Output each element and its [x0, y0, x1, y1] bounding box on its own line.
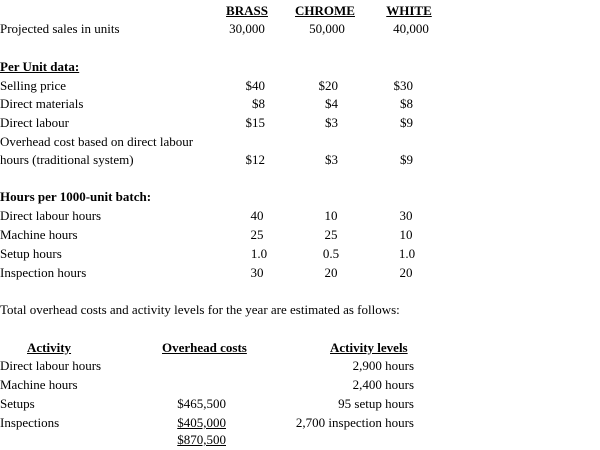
hours-label: Setup hours [0, 246, 62, 261]
activity-cost: $465,500 [177, 396, 226, 411]
per-unit-white: $30 [393, 78, 413, 93]
hours-white: 30 [399, 208, 413, 223]
per-unit-white: $9 [400, 115, 413, 130]
header-chrome: CHROME [295, 3, 355, 18]
hours-chrome: 20 [324, 265, 338, 280]
header-white: WHITE [386, 3, 432, 18]
activity-level: 2,900 hours [352, 358, 414, 373]
hours-chrome: 25 [324, 227, 338, 242]
hours-label: Machine hours [0, 227, 78, 242]
projected-sales-label: Projected sales in units [0, 21, 120, 36]
overhead-chrome: $3 [325, 152, 338, 167]
overhead-label-line2: hours (traditional system) [0, 152, 134, 167]
activity-level: 95 setup hours [338, 396, 414, 411]
col-activity-header: Activity [27, 340, 72, 355]
hours-white: 10 [399, 227, 413, 242]
per-unit-label: Selling price [0, 78, 67, 93]
hours-brass: 30 [250, 265, 264, 280]
overhead-label-line1: Overhead cost based on direct labour [0, 134, 194, 149]
overhead-white: $9 [400, 152, 413, 167]
hours-label: Inspection hours [0, 265, 87, 280]
header-brass: BRASS [226, 3, 268, 18]
activity-level: 2,700 inspection hours [295, 415, 414, 430]
hours-title: Hours per 1000-unit batch: [0, 189, 152, 204]
activity-name: Setups [0, 396, 35, 411]
hours-white: 20 [399, 265, 413, 280]
col-levels-header: Activity levels [330, 340, 408, 355]
activity-level: 2,400 hours [352, 377, 414, 392]
projected-sales-brass: 30,000 [229, 21, 265, 36]
per-unit-chrome: $3 [325, 115, 338, 130]
hours-brass: 1.0 [250, 246, 268, 261]
per-unit-title: Per Unit data: [0, 59, 80, 74]
per-unit-brass: $40 [245, 78, 265, 93]
activity-cost: $405,000 [177, 415, 226, 430]
per-unit-brass: $8 [252, 96, 265, 111]
per-unit-label: Direct materials [0, 96, 84, 111]
per-unit-chrome: $20 [318, 78, 338, 93]
projected-sales-white: 40,000 [393, 21, 429, 36]
intro-text: Total overhead costs and activity levels for the year are estimated as follows: [0, 302, 400, 317]
activity-name: Machine hours [0, 377, 78, 392]
per-unit-label: Direct labour [0, 115, 69, 130]
hours-brass: 40 [250, 208, 264, 223]
hours-brass: 25 [250, 227, 264, 242]
total-overhead-cost: $870,500 [177, 432, 226, 447]
per-unit-white: $8 [400, 96, 413, 111]
activity-name: Inspections [0, 415, 60, 430]
overhead-brass: $12 [245, 152, 265, 167]
col-costs-header: Overhead costs [162, 340, 247, 355]
hours-chrome: 0.5 [322, 246, 340, 261]
projected-sales-chrome: 50,000 [309, 21, 345, 36]
hours-white: 1.0 [398, 246, 416, 261]
hours-chrome: 10 [324, 208, 338, 223]
per-unit-brass: $15 [245, 115, 265, 130]
activity-name: Direct labour hours [0, 358, 102, 373]
hours-label: Direct labour hours [0, 208, 102, 223]
per-unit-chrome: $4 [325, 96, 338, 111]
